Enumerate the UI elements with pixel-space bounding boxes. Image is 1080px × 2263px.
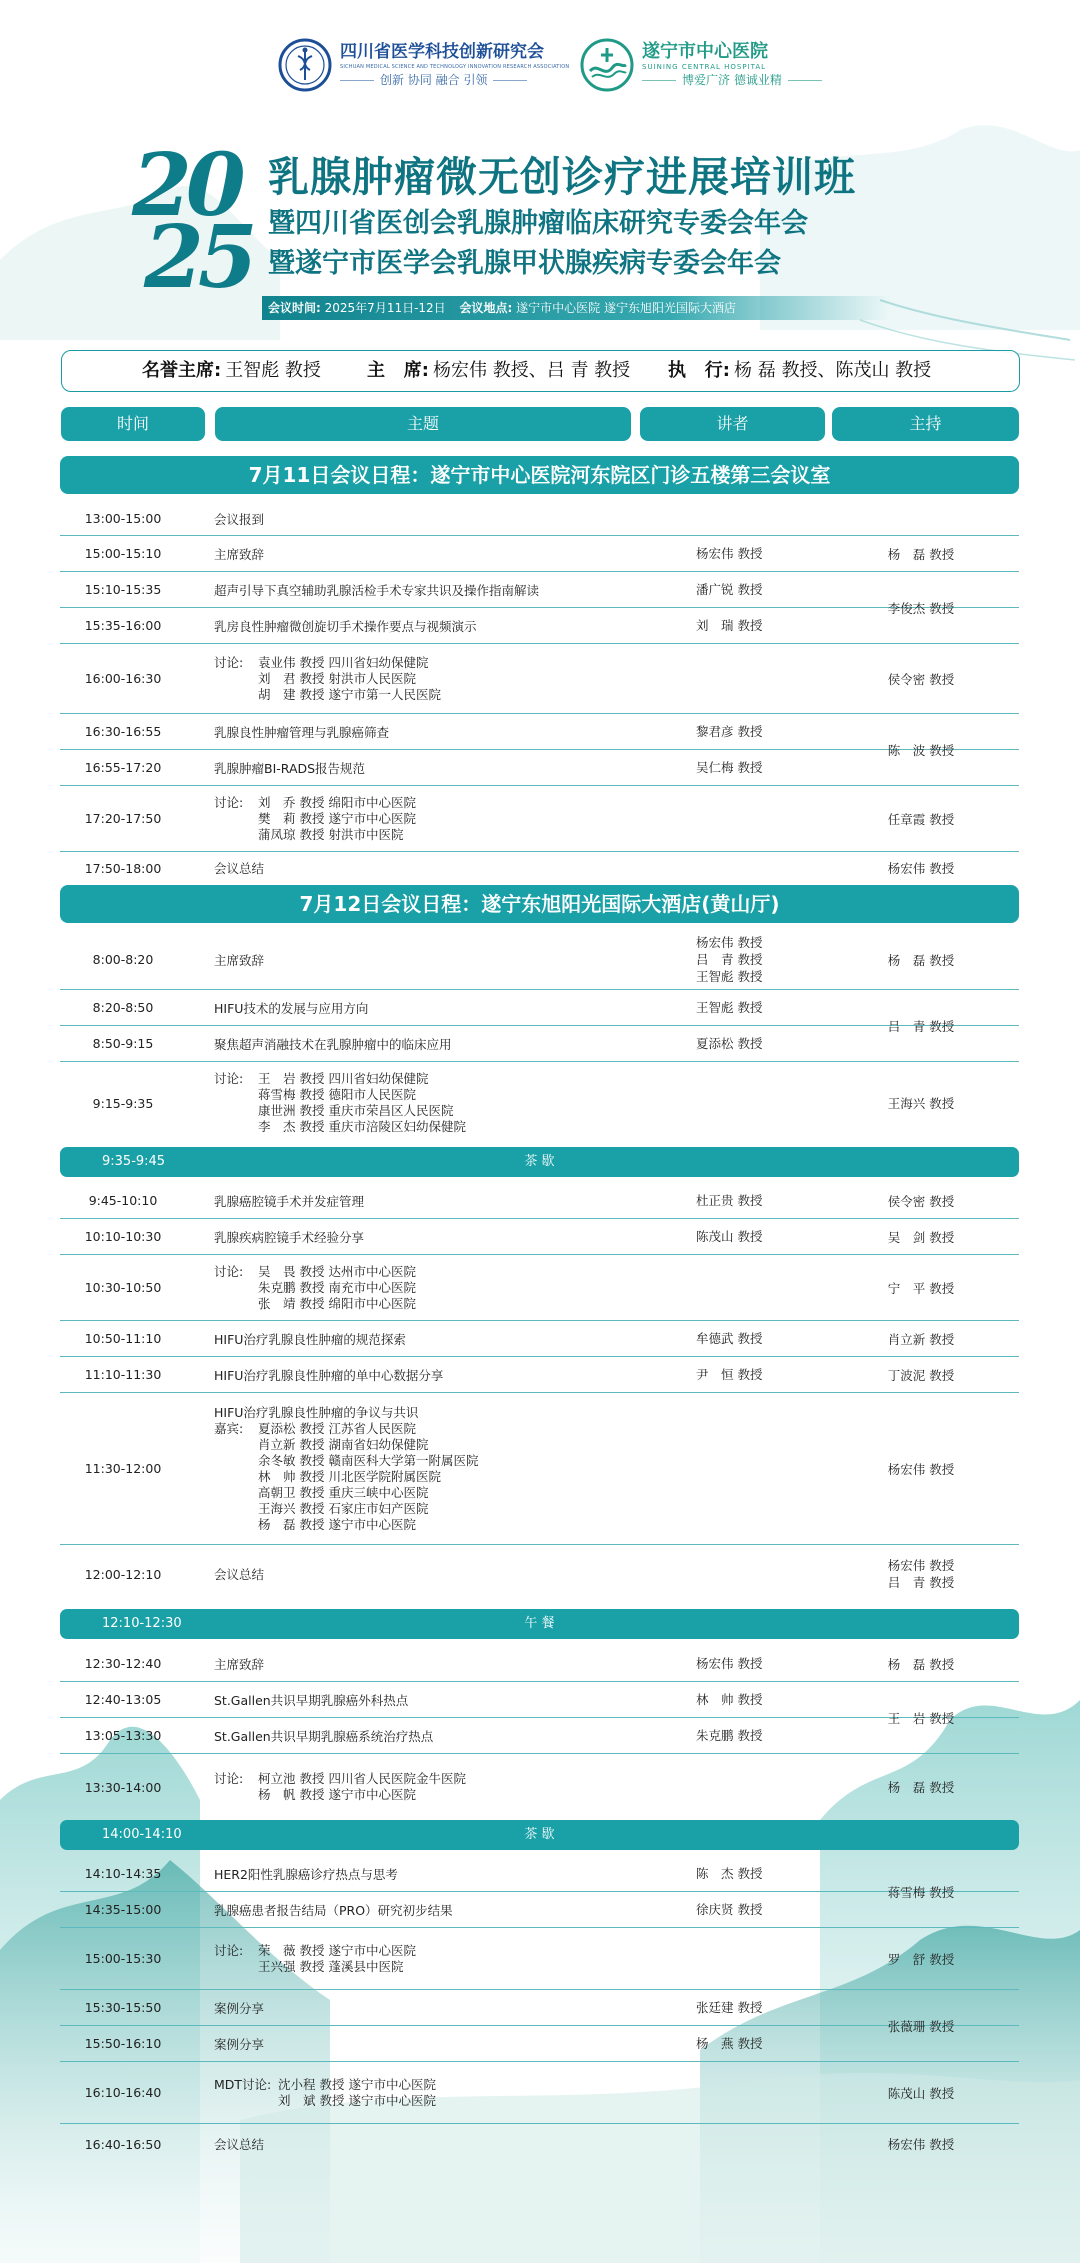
chair-name: 王海兴 教授 (887, 1095, 955, 1111)
discussion-prefix (214, 1787, 258, 1803)
row-topic: 乳腺疾病腔镜手术经验分享 (214, 1229, 365, 1245)
discussion-name: 王 岩 教授 四川省妇幼保健院 (258, 1071, 429, 1086)
discussion-line (214, 2077, 436, 2093)
speaker-name: 陈 杰 教授 (696, 1866, 763, 1881)
chair-cell (822, 930, 1020, 990)
row-topic: 案例分享 (214, 2000, 265, 2016)
discussion-name: 吴 畏 教授 达州市中心医院 (258, 1263, 416, 1279)
year-bottom: 25 (144, 207, 252, 308)
chair-name: 杨宏伟 教授 (887, 860, 955, 876)
row-topic: St.Gallen共识早期乳腺癌系统治疗热点 (214, 1728, 434, 1744)
association-logo (278, 38, 569, 92)
discussion-block (214, 2077, 436, 2109)
discussion-name: 朱克鹏 教授 南充市中心医院 (258, 1279, 416, 1295)
chair-cell (822, 852, 1020, 884)
row-topic: 乳腺癌腔镜手术并发症管理 (214, 1193, 365, 1209)
break-bar (60, 1147, 1019, 1177)
chair: 杨宏伟 教授、吕 青 教授 (433, 360, 631, 381)
exec: 杨 磊 教授、陈茂山 教授 (734, 360, 932, 381)
speaker-name: 王智彪 教授 (696, 969, 763, 984)
row-time: 10:50-11:10 (84, 1331, 162, 1346)
chair-cell (822, 714, 1020, 786)
row-topic (214, 644, 734, 713)
discussion-line (214, 1264, 416, 1280)
discussion-prefix (214, 671, 258, 687)
row-time: 16:00-16:30 (84, 671, 162, 686)
chair-name: 侯令密 教授 (887, 1193, 955, 1209)
discussion-prefix (214, 1119, 258, 1135)
discussion-name: 刘 斌 教授 遂宁市中心医院 (278, 2092, 436, 2108)
chair-cell (822, 1856, 1020, 1928)
row-topic: 会议总结 (214, 2137, 265, 2152)
speaker-name: 黎君彦 教授 (696, 724, 763, 739)
speaker-name: 杨宏伟 教授 (696, 935, 763, 950)
row-topic: HIFU治疗乳腺良性肿瘤的单中心数据分享 (214, 1367, 444, 1383)
row-topic: 会议总结 (214, 861, 265, 876)
discussion-block (214, 1943, 416, 1975)
chair-cell (822, 1928, 1020, 1990)
row-topic: 会议报到 (214, 511, 265, 527)
row-topic (214, 1255, 734, 1320)
chair-name: 杨宏伟 教授 (887, 1461, 955, 1477)
chair-cell (822, 1183, 1020, 1219)
discussion-line (214, 1959, 416, 1975)
discussion-prefix (214, 1437, 258, 1453)
row-time: 14:10-14:35 (84, 1866, 162, 1881)
chair-name: 罗 舒 教授 (887, 1951, 955, 1967)
association-name: 四川省医学科技创新研究会 (340, 42, 544, 62)
speaker-name: 陈茂山 教授 (696, 1229, 763, 1244)
speaker-name: 吕 青 教授 (696, 952, 763, 967)
year-top: 20 (132, 135, 240, 236)
discussion-prefix (214, 1453, 258, 1469)
chair-name: 李俊杰 教授 (887, 600, 955, 616)
discussion-prefix (214, 1280, 258, 1296)
discussion-name: 高朝卫 教授 重庆三峡中心医院 (258, 1484, 429, 1500)
row-topic: 主席致辞 (214, 952, 265, 968)
year-calligraphy (126, 135, 268, 308)
speaker-name: 杜正贵 教授 (696, 1193, 763, 1208)
hospital-emblem-icon (580, 38, 634, 92)
discussion-name: 樊 莉 教授 遂宁市中心医院 (258, 810, 416, 826)
discussion-name: 王海兴 教授 石家庄市妇产医院 (258, 1500, 429, 1516)
chair-cell (822, 1062, 1020, 1144)
row-topic: St.Gallen共识早期乳腺癌外科热点 (214, 1692, 409, 1708)
discussion-name: 沈小程 教授 遂宁市中心医院 (278, 2076, 436, 2092)
break-time: 12:10-12:30 (102, 1616, 182, 1631)
exec-label: 执 行: (668, 360, 730, 381)
discussion-line (214, 1103, 466, 1119)
row-time: 12:30-12:40 (84, 1656, 162, 1671)
chair-cell (822, 644, 1020, 714)
chair-name: 张薇珊 教授 (887, 2018, 955, 2034)
row-time: 11:10-11:30 (84, 1367, 162, 1382)
speaker-name: 尹 恒 教授 (696, 1367, 763, 1382)
row-time: 9:45-10:10 (88, 1193, 158, 1208)
break-bar (60, 1820, 1019, 1850)
discussion-line (214, 1517, 478, 1533)
speaker-name: 牟德武 教授 (696, 1331, 763, 1346)
discussion-name: 柯立池 教授 四川省人民医院金牛医院 (258, 1771, 466, 1786)
discussion-prefix: 讨论: (214, 1771, 244, 1786)
place-label: 会议地点: (459, 301, 513, 315)
chair-name: 王 岩 教授 (887, 1710, 955, 1726)
chair-name: 蒋雪梅 教授 (887, 1884, 955, 1900)
chair-cell (822, 990, 1020, 1062)
column-topic: 主题 (215, 407, 631, 441)
discussion-name: 蒋雪梅 教授 德阳市人民医院 (258, 1087, 416, 1102)
hospital-subtitle: SUINING CENTRAL HOSPITAL (642, 63, 767, 71)
column-chair: 主持 (832, 407, 1019, 441)
chair-name: 任章霞 教授 (887, 811, 955, 827)
discussion-prefix (214, 1501, 258, 1517)
honor-chair-label: 名誉主席: (142, 360, 222, 381)
association-slogan: 创新 协同 融合 引领 (380, 73, 488, 87)
meeting-place: 遂宁市中心医院 遂宁东旭阳光国际大酒店 (516, 301, 736, 315)
discussion-line (214, 1296, 416, 1312)
chair-cell (822, 1990, 1020, 2062)
row-time: 8:20-8:50 (92, 1000, 154, 1015)
discussion-prefix: MDT讨论: (214, 2076, 272, 2092)
discussion-block (214, 1071, 466, 1135)
break-label: 茶 歇 (524, 1154, 555, 1169)
row-speakers (696, 502, 846, 535)
chair-cell (822, 1754, 1020, 1820)
discussion-name: 刘 君 教授 射洪市人民医院 (258, 670, 416, 686)
main-title: 乳腺肿瘤微无创诊疗进展培训班 (268, 153, 856, 201)
chair-cell (822, 536, 1020, 572)
chair-name: 侯令密 教授 (887, 671, 955, 687)
subtitle-line-2: 暨四川省医创会乳腺肿瘤临床研究专委会年会 (268, 208, 808, 239)
discussion-prefix (214, 827, 258, 843)
column-speaker: 讲者 (640, 407, 825, 441)
chair-cell (822, 1682, 1020, 1754)
discussion-prefix: 讨论: (214, 1942, 244, 1958)
discussion-prefix (214, 1485, 258, 1501)
discussion-name: 肖立新 教授 湖南省妇幼保健院 (258, 1436, 429, 1452)
discussion-prefix (214, 1959, 258, 1975)
discussion-line (214, 1280, 416, 1296)
chair-name: 杨 磊 教授 (887, 1656, 955, 1672)
row-time: 8:50-9:15 (92, 1036, 154, 1051)
discussion-prefix (214, 2093, 278, 2109)
discussion-name: 林 帅 教授 川北医学院附属医院 (258, 1468, 441, 1484)
row-time: 11:30-12:00 (84, 1461, 162, 1476)
speaker-name: 杨宏伟 教授 (696, 1656, 763, 1671)
discussion-name: 张 靖 教授 绵阳市中心医院 (258, 1295, 416, 1311)
row-topic: 乳腺肿瘤BI-RADS报告规范 (214, 760, 366, 776)
discussion-name: 李 杰 教授 重庆市涪陵区妇幼保健院 (258, 1119, 466, 1134)
speaker-name: 朱克鹏 教授 (696, 1728, 763, 1743)
day1-header: 7月11日会议日程：遂宁市中心医院河东院区门诊五楼第三会议室 (60, 456, 1019, 494)
row-time: 15:00-15:10 (84, 546, 162, 561)
discussion-line (214, 1421, 478, 1437)
row-topic: 聚焦超声消融技术在乳腺肿瘤中的临床应用 (214, 1036, 452, 1052)
chair-name: 吕 青 教授 (887, 1018, 955, 1034)
row-time: 17:20-17:50 (84, 811, 162, 826)
discussion-line (214, 1943, 416, 1959)
discussion-line (214, 1485, 478, 1501)
row-time: 14:35-15:00 (84, 1902, 162, 1917)
discussion-prefix (214, 687, 258, 703)
speaker-name: 张廷建 教授 (696, 2000, 763, 2015)
chair-name: 杨 磊 教授 (887, 1779, 955, 1795)
discussion-block (214, 795, 416, 843)
discussion-prefix: 讨论: (214, 794, 244, 810)
subtitle-line-3: 暨遂宁市医学会乳腺甲状腺疾病专委会年会 (268, 248, 781, 279)
speaker-name: 林 帅 教授 (696, 1692, 763, 1707)
time-label: 会议时间: (268, 301, 321, 315)
break-time: 14:00-14:10 (102, 1827, 182, 1842)
discussion-line (214, 795, 416, 811)
row-time: 12:00-12:10 (84, 1566, 162, 1582)
discussion-line (214, 1469, 478, 1485)
chair-name: 杨宏伟 教授 (887, 2136, 955, 2152)
row-time: 15:10-15:35 (84, 582, 162, 597)
row-time: 15:30-15:50 (84, 2000, 162, 2015)
discussion-prefix (214, 1103, 258, 1119)
association-emblem-icon (278, 38, 332, 92)
discussion-name: 余冬敏 教授 赣南医科大学第一附属医院 (258, 1452, 479, 1468)
speaker-name: 吴仁梅 教授 (696, 760, 763, 775)
row-topic: HIFU治疗乳腺良性肿瘤的规范探索 (214, 1331, 406, 1347)
chair-name: 吕 青 教授 (887, 1575, 955, 1590)
chair-name: 杨 磊 教授 (887, 546, 955, 562)
row-topic: HIFU技术的发展与应用方向 (214, 1000, 369, 1016)
speaker-name: 杨宏伟 教授 (696, 546, 763, 561)
chair-cell (822, 1219, 1020, 1255)
discussion-name: 杨 帆 教授 遂宁市中心医院 (258, 1787, 416, 1802)
meeting-time: 2025年7月11日-12日 (324, 301, 446, 315)
row-topic (214, 1062, 734, 1144)
row-time: 16:30-16:55 (84, 724, 162, 739)
row-time: 16:10-16:40 (84, 2085, 162, 2100)
row-topic: 乳腺癌患者报告结局（PRO）研究初步结果 (214, 1902, 453, 1918)
discussion-block (214, 1405, 478, 1533)
row-time: 15:00-15:30 (84, 1951, 162, 1966)
row-topic: 主席致辞 (214, 546, 265, 562)
chair-name: 陈 波 教授 (887, 742, 955, 758)
break-label: 午 餐 (524, 1616, 555, 1631)
discussion-line (214, 1087, 466, 1103)
discussion-prefix (214, 811, 258, 827)
row-time: 9:15-9:35 (92, 1095, 154, 1111)
discussion-line (214, 1453, 478, 1469)
discussion-line (214, 1437, 478, 1453)
association-subtitle: SICHUAN MEDICAL SCIENCE AND TECHNOLOGY INNOVATION RESEARCH ASSOCIATION (340, 64, 570, 70)
row-time: 12:40-13:05 (84, 1692, 162, 1707)
row-time: 13:05-13:30 (84, 1728, 162, 1743)
chair-cell (822, 1321, 1020, 1357)
discussion-prefix: 讨论: (214, 1071, 244, 1086)
discussion-line (214, 1119, 466, 1135)
chair-cell (822, 2062, 1020, 2124)
chair-cell (822, 572, 1020, 644)
discussion-prefix: 嘉宾: (214, 1420, 244, 1436)
hospital-name: 遂宁市中心医院 (642, 41, 768, 62)
chair-name: 丁波泥 教授 (887, 1367, 955, 1383)
discussion-line (214, 671, 441, 687)
row-time: 10:10-10:30 (84, 1229, 162, 1244)
discussion-name: 胡 建 教授 遂宁市第一人民医院 (258, 686, 441, 702)
row-time: 17:50-18:00 (84, 860, 162, 876)
row-topic: 案例分享 (214, 2036, 265, 2052)
chair-cell (822, 786, 1020, 852)
discussion-line (214, 811, 416, 827)
chair-name: 吴 剑 教授 (887, 1229, 955, 1245)
discussion-block (214, 1264, 416, 1312)
row-topic: 会议总结 (214, 1567, 265, 1582)
discussion-name: 蒲凤琼 教授 射洪市中医院 (258, 826, 404, 842)
discussion-name: 袁业伟 教授 四川省妇幼保健院 (258, 654, 429, 670)
discussion-prefix (214, 1517, 258, 1533)
discussion-line (214, 1787, 466, 1803)
row-time: 10:30-10:50 (84, 1280, 162, 1295)
row-topic: 乳腺良性肿瘤管理与乳腺癌筛查 (214, 724, 390, 740)
chair-cell (822, 1393, 1020, 1545)
row-time: 13:30-14:00 (84, 1779, 162, 1795)
speaker-name: 潘广锐 教授 (696, 582, 763, 597)
row-topic: 乳房良性肿瘤微创旋切手术操作要点与视频演示 (214, 618, 477, 634)
chair-name: 陈茂山 教授 (887, 2085, 955, 2101)
row-time: 13:00-15:00 (84, 511, 162, 526)
chair-name: 宁 平 教授 (887, 1280, 955, 1296)
row-time: 15:35-16:00 (84, 618, 162, 633)
discussion-prefix (214, 1469, 258, 1485)
discussion-name: 康世洲 教授 重庆市荣昌区人民医院 (258, 1103, 454, 1118)
speaker-name: 杨 燕 教授 (696, 2036, 763, 2051)
row-time: 16:40-16:50 (84, 2136, 162, 2152)
header-logos (0, 38, 1080, 104)
row-time: 16:55-17:20 (84, 760, 162, 775)
row-topic: 主席致辞 (214, 1656, 265, 1672)
chair-name: 杨宏伟 教授 (887, 1558, 955, 1573)
schedule-row (60, 502, 1019, 536)
speaker-name: 夏添松 教授 (696, 1036, 763, 1051)
row-topic (214, 1393, 734, 1544)
row-topic: 超声引导下真空辅助乳腺活检手术专家共识及操作指南解读 (214, 582, 540, 598)
row-topic: HER2阳性乳腺癌诊疗热点与思考 (214, 1866, 398, 1882)
meeting-info-bar (262, 296, 890, 320)
chair-label: 主 席: (367, 360, 429, 381)
discussion-line (214, 1071, 466, 1087)
chair-cell (822, 1545, 1020, 1603)
discussion-line (214, 1771, 466, 1787)
break-bar (60, 1609, 1019, 1639)
row-time: 8:00-8:20 (92, 952, 154, 967)
day2-header: 7月12日会议日程：遂宁东旭阳光国际大酒店(黄山厅) (60, 885, 1019, 923)
discussion-prefix: 讨论: (214, 1263, 244, 1279)
hosts-box (61, 350, 1020, 392)
discussion-name: 荣 薇 教授 遂宁市中心医院 (258, 1942, 416, 1958)
discussion-prefix (214, 1296, 258, 1312)
discussion-prefix: 讨论: (214, 654, 244, 670)
discussion-heading: HIFU治疗乳腺良性肿瘤的争议与共识 (214, 1404, 419, 1420)
discussion-line (214, 2093, 436, 2109)
row-topic (214, 1928, 734, 1989)
break-time: 9:35-9:45 (102, 1154, 166, 1169)
hospital-slogan: 博爱广济 德诚业精 (682, 73, 782, 87)
speaker-name: 王智彪 教授 (696, 1000, 763, 1015)
discussion-line (214, 655, 441, 671)
break-label: 茶 歇 (524, 1827, 555, 1842)
chair-name: 肖立新 教授 (887, 1331, 955, 1347)
discussion-line (214, 687, 441, 703)
chair-cell (822, 1255, 1020, 1321)
chair-cell (822, 2124, 1020, 2164)
title-block (268, 150, 856, 284)
discussion-name: 刘 乔 教授 绵阳市中心医院 (258, 794, 416, 810)
row-topic (214, 1754, 734, 1820)
discussion-block (214, 1771, 466, 1803)
row-time: 15:50-16:10 (84, 2036, 162, 2051)
row-topic (214, 2062, 734, 2123)
discussion-name: 王兴强 教授 蓬溪县中医院 (258, 1958, 404, 1974)
discussion-name: 夏添松 教授 江苏省人民医院 (258, 1420, 416, 1436)
discussion-name: 杨 磊 教授 遂宁市中心医院 (258, 1516, 416, 1532)
speaker-name: 刘 瑞 教授 (696, 618, 763, 633)
hospital-logo (580, 38, 822, 92)
discussion-prefix (214, 1087, 258, 1103)
column-time: 时间 (61, 407, 205, 441)
speaker-name: 徐庆贤 教授 (696, 1902, 763, 1917)
chair-cell (822, 1646, 1020, 1682)
honor-chair: 王智彪 教授 (225, 360, 321, 381)
chair-name: 杨 磊 教授 (887, 952, 955, 968)
chair-cell (822, 1357, 1020, 1393)
discussion-block (214, 655, 441, 703)
discussion-line (214, 1501, 478, 1517)
discussion-line (214, 827, 416, 843)
row-topic (214, 786, 734, 851)
